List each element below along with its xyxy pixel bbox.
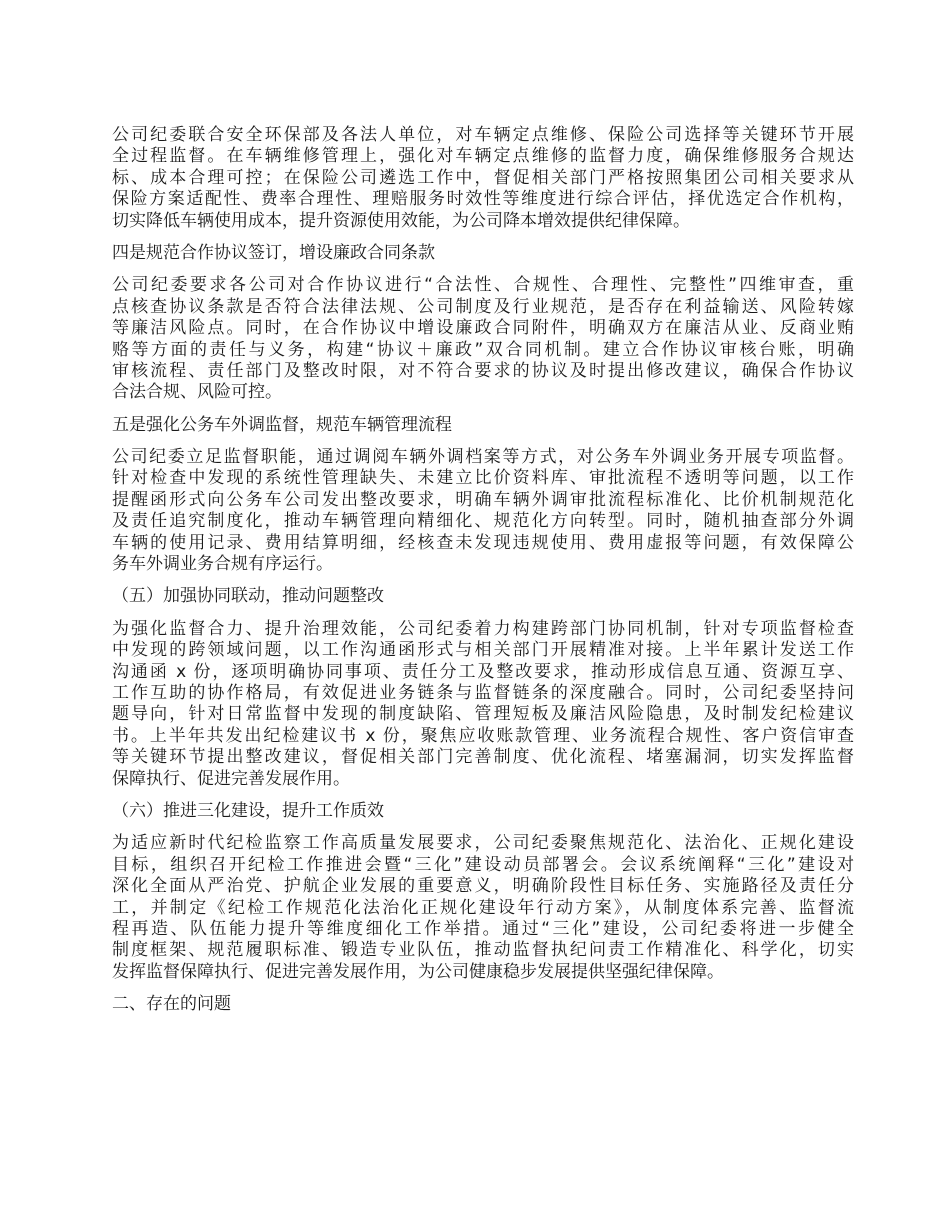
paragraph-line: 为适应新时代纪检监察工作高质量发展要求，公司纪委聚焦规范化、法治化、正规化建设 <box>112 833 854 854</box>
paragraph-line: 保险方案适配性、费率合理性、理赔服务时效性等维度进行综合评估，择优选定合作机构， <box>112 189 854 210</box>
paragraph-line: 审核流程、责任部门及整改时限，对不符合要求的协议及时提出修改建议，确保合作协议 <box>112 360 854 381</box>
paragraph-line: 为强化监督合力、提升治理效能，公司纪委着力构建跨部门协同机制，针对专项监督检查 <box>112 618 854 639</box>
paragraph-line: 切实降低车辆使用成本，提升资源使用效能，为公司降本增效提供纪律保障。 <box>112 210 690 231</box>
paragraph <box>112 833 854 983</box>
paragraph <box>112 447 854 575</box>
section-heading <box>112 586 854 607</box>
heading-text: 四是规范合作协议签订，增设廉政合同条款 <box>112 242 435 263</box>
paragraph-line: 赂等方面的责任与义务，构建“协议＋廉政”双合同机制。建立合作协议审核台账，明确 <box>112 339 854 360</box>
paragraph-line: 制度框架、规范履职标准、锻造专业队伍，推动监督执纪问责工作精准化、科学化，切实 <box>112 940 854 961</box>
paragraph-line: 点核查协议条款是否符合法律法规、公司制度及行业规范，是否存在利益输送、风险转嫁 <box>112 296 854 317</box>
heading-text: 二、存在的问题 <box>112 994 231 1015</box>
document-page <box>112 125 854 1026</box>
paragraph-line: 务车外调业务合规有序运行。 <box>112 554 333 575</box>
paragraph-line: 公司纪委要求各公司对合作协议进行“合法性、合规性、合理性、完整性”四维审查，重 <box>112 275 854 296</box>
paragraph-line: 等关键环节提出整改建议，督促相关部门完善制度、优化流程、堵塞漏洞，切实发挥监督 <box>112 747 854 768</box>
heading-text: 五是强化公务车外调监督，规范车辆管理流程 <box>112 414 452 435</box>
paragraph-line: 中发现的跨领域问题，以工作沟通函形式与相关部门开展精准对接。上半年累计发送工作 <box>112 640 854 661</box>
paragraph-line: 沟通函 x 份，逐项明确协同事项、责任分工及整改要求，推动形成信息互通、资源互享、 <box>112 661 854 682</box>
paragraph <box>112 619 854 790</box>
paragraph <box>112 125 854 232</box>
paragraph-line: 工，并制定《纪检工作规范化法治化正规化建设年行动方案》，从制度体系完善、监督流 <box>112 897 854 918</box>
paragraph-line: 及责任追究制度化，推动车辆管理向精细化、规范化方向转型。同时，随机抽查部分外调 <box>112 511 854 532</box>
paragraph-line: 合法合规、风险可控。 <box>112 382 282 403</box>
section-heading <box>112 415 854 436</box>
paragraph <box>112 275 854 403</box>
paragraph-line: 工作互助的协作格局，有效促进业务链条与监督链条的深度融合。同时，公司纪委坚持问 <box>112 682 854 703</box>
paragraph-line: 标、成本合理可控；在保险公司遴选工作中，督促相关部门严格按照集团公司相关要求从 <box>112 167 854 188</box>
paragraph-line: 针对检查中发现的系统性管理缺失、未建立比价资料库、审批流程不透明等问题，以工作 <box>112 468 854 489</box>
paragraph-line: 目标，组织召开纪检工作推进会暨“三化”建设动员部署会。会议系统阐释“三化”建设对 <box>112 854 854 875</box>
heading-text: （五）加强协同联动，推动问题整改 <box>112 586 384 607</box>
section-heading <box>112 994 854 1015</box>
heading-text: （六）推进三化建设，提升工作质效 <box>112 800 384 821</box>
paragraph-line: 车辆的使用记录、费用结算明细，经核查未发现违规使用、费用虚报等问题，有效保障公 <box>112 532 854 553</box>
paragraph-line: 发挥监督保障执行、促进完善发展作用，为公司健康稳步发展提供坚强纪律保障。 <box>112 961 724 982</box>
paragraph-line: 程再造、队伍能力提升等维度细化工作举措。通过“三化”建设，公司纪委将进一步健全 <box>112 918 854 939</box>
section-heading <box>112 243 854 264</box>
paragraph-line: 题导向，针对日常监督中发现的制度缺陷、管理短板及廉洁风险隐患，及时制发纪检建议 <box>112 704 854 725</box>
paragraph-line: 全过程监督。在车辆维修管理上，强化对车辆定点维修的监督力度，确保维修服务合规达 <box>112 146 854 167</box>
paragraph-line: 提醒函形式向公务车公司发出整改要求，明确车辆外调审批流程标准化、比价机制规范化 <box>112 489 854 510</box>
paragraph-line: 深化全面从严治党、护航企业发展的重要意义，明确阶段性目标任务、实施路径及责任分 <box>112 876 854 897</box>
paragraph-line: 公司纪委立足监督职能，通过调阅车辆外调档案等方式，对公务车外调业务开展专项监督。 <box>112 447 854 468</box>
section-heading <box>112 801 854 822</box>
paragraph-line: 书。上半年共发出纪检建议书 x 份，聚焦应收账款管理、业务流程合规性、客户资信审查 <box>112 725 854 746</box>
paragraph-line: 等廉洁风险点。同时，在合作协议中增设廉政合同附件，明确双方在廉洁从业、反商业贿 <box>112 318 854 339</box>
paragraph-line: 保障执行、促进完善发展作用。 <box>112 768 350 789</box>
paragraph-line: 公司纪委联合安全环保部及各法人单位，对车辆定点维修、保险公司选择等关键环节开展 <box>112 125 854 145</box>
